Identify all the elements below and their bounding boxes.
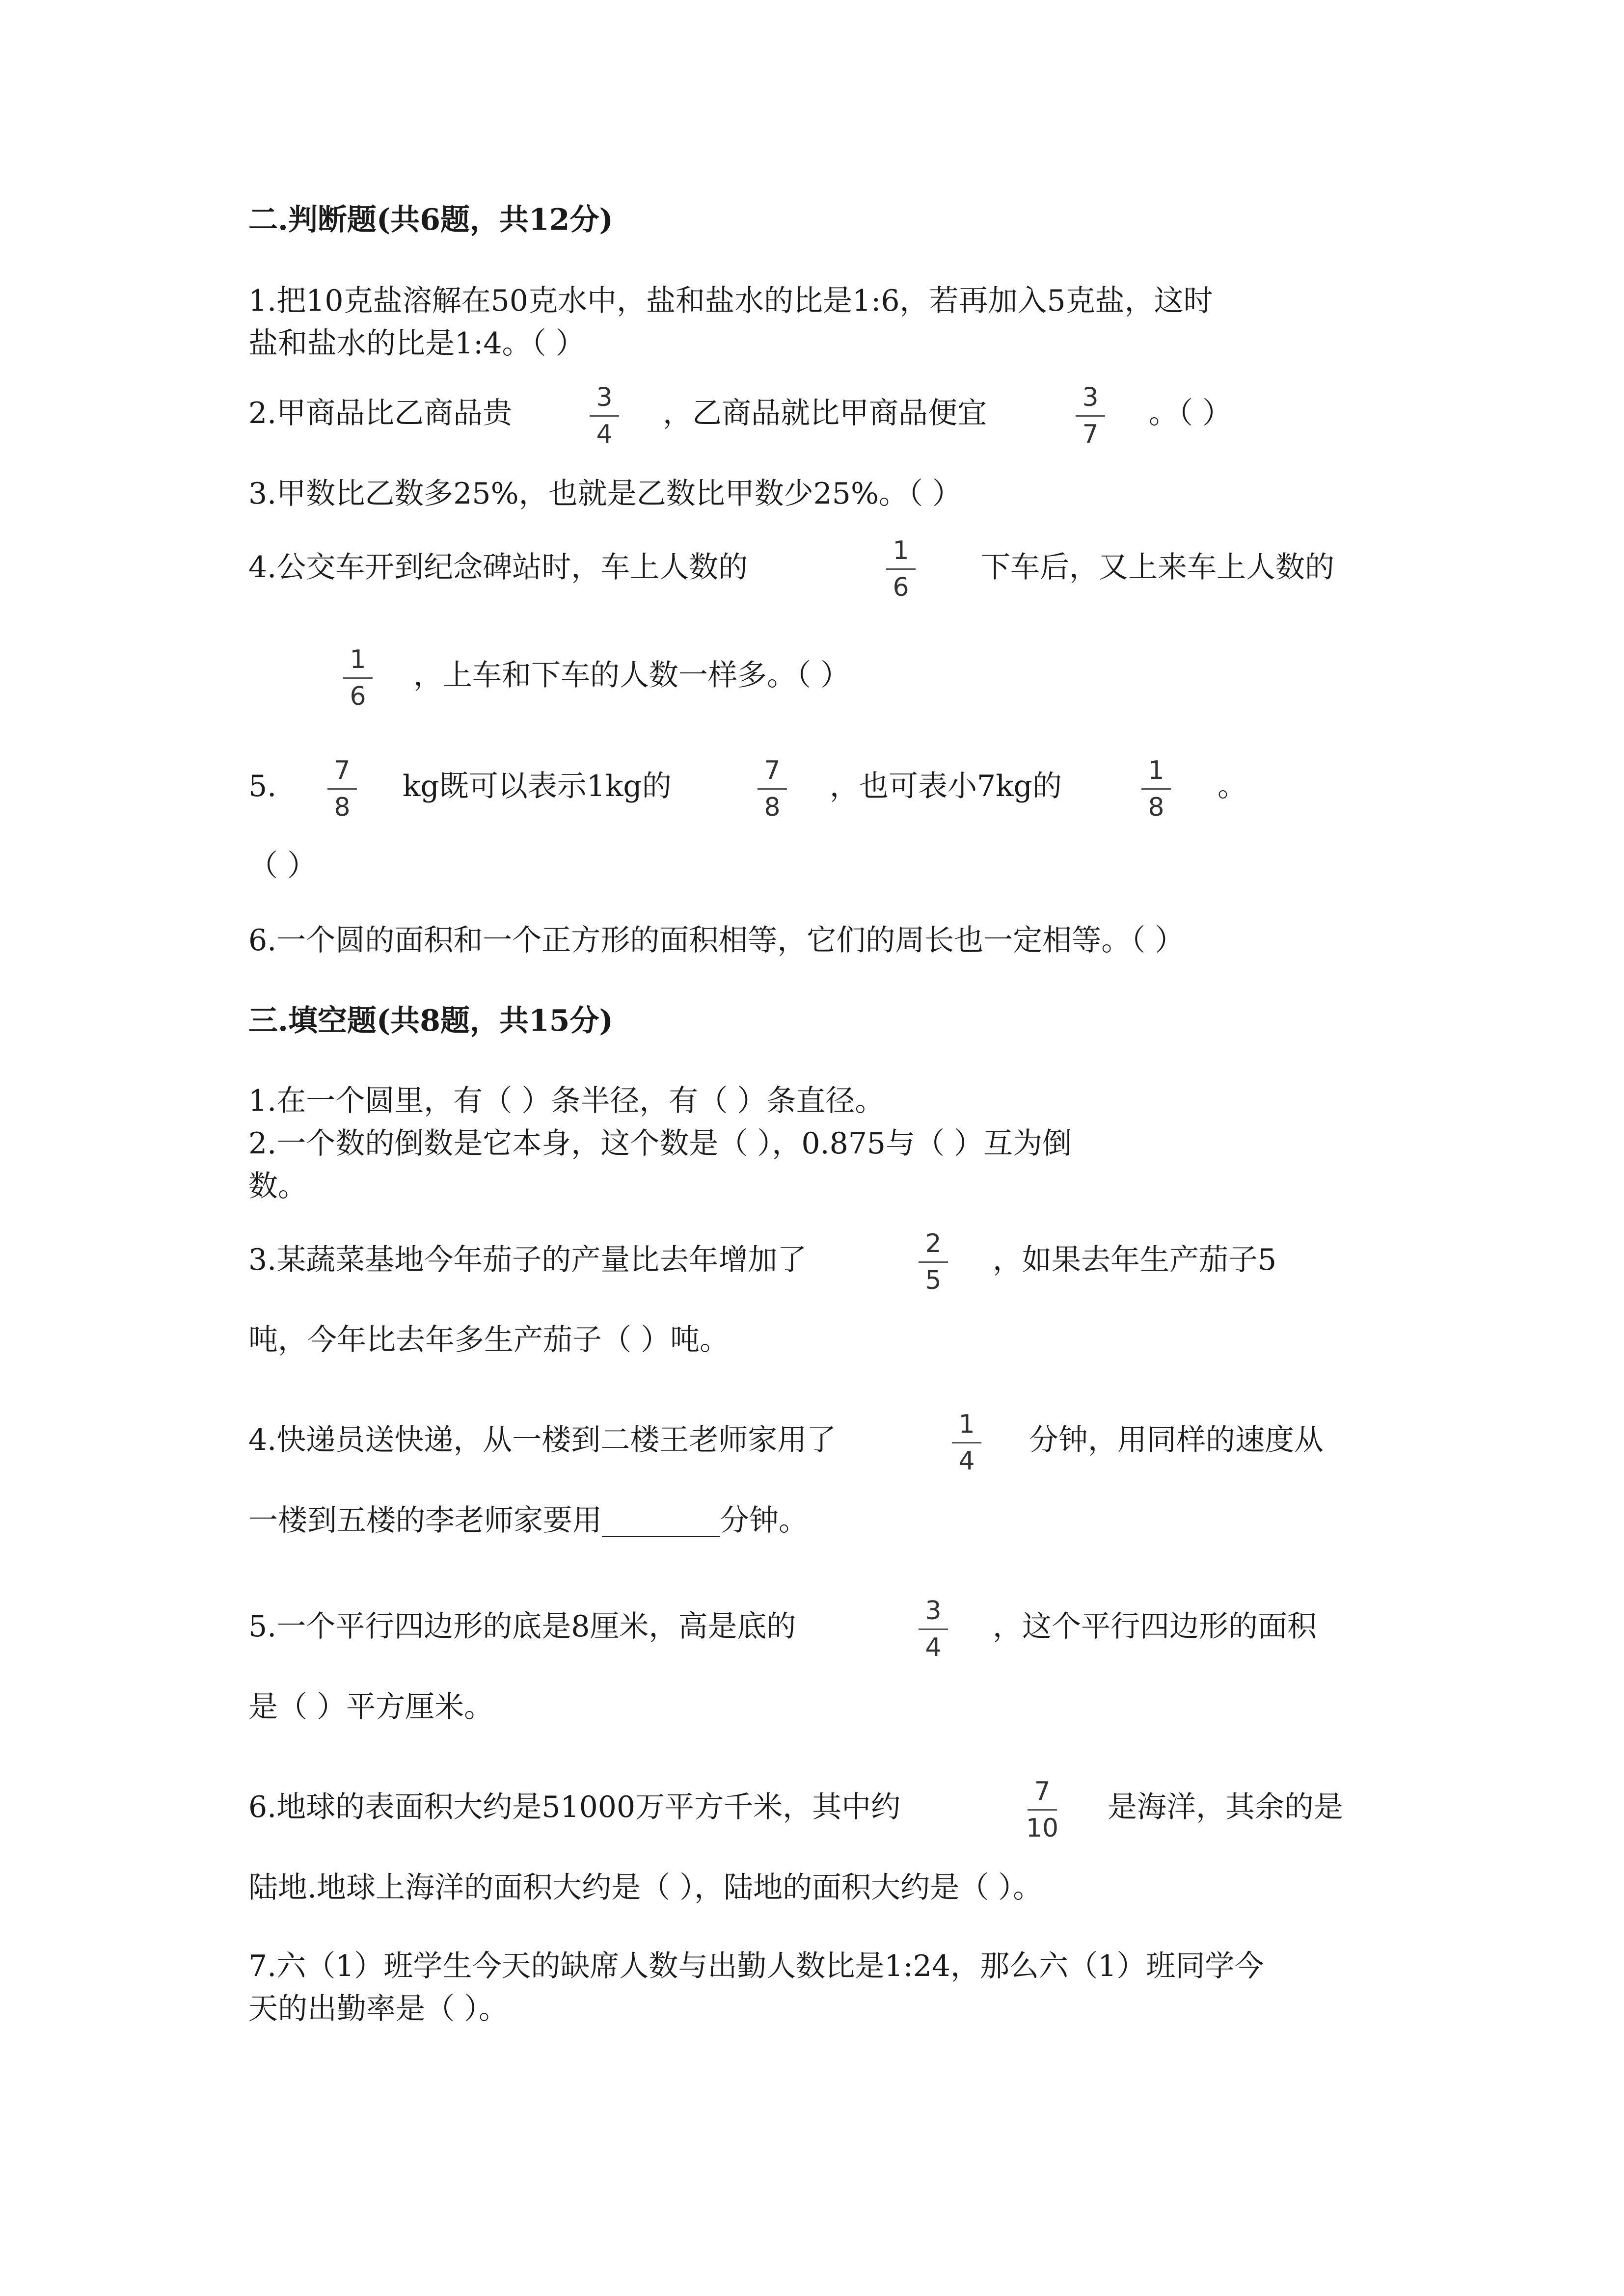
fill-q4-line2: 一楼到五楼的李老师家要用________分钟。 xyxy=(248,1503,808,1538)
fraction-bar xyxy=(590,415,619,417)
judge-q4-fraction-1 xyxy=(884,536,918,602)
fraction-denominator: 10 xyxy=(1026,1814,1059,1843)
fill-q4-fraction xyxy=(949,1410,984,1476)
fill-q5-text-b: ，这个平行四边形的面积 xyxy=(993,1609,1317,1644)
fill-q7-line1: 7.六（1）班学生今天的缺席人数与出勤人数比是1:24，那么六（1）班同学今 xyxy=(248,1949,1264,1983)
fraction-denominator: 4 xyxy=(925,1633,942,1662)
fraction-denominator: 7 xyxy=(1082,420,1099,449)
fill-q5-line2: 是（ ）平方厘米。 xyxy=(248,1690,494,1724)
judge-q5-text-a: 5. xyxy=(248,769,277,803)
fill-q6-text-b: 是海洋，其余的是 xyxy=(1108,1790,1343,1824)
fill-q6-text-a: 6.地球的表面积大约是51000万平方千米，其中约 xyxy=(248,1790,901,1824)
judge-q5-fraction-2 xyxy=(755,756,789,822)
fraction-numerator: 7 xyxy=(1034,1777,1051,1806)
fraction-numerator: 2 xyxy=(925,1229,942,1258)
fraction-bar xyxy=(1141,788,1171,790)
fraction-denominator: 6 xyxy=(350,682,366,711)
fraction-bar xyxy=(1076,415,1105,417)
judge-q5-fraction-1 xyxy=(325,756,359,822)
fraction-bar xyxy=(758,788,787,790)
fill-q1: 1.在一个圆里，有（ ）条半径，有（ ）条直径。 xyxy=(248,1084,885,1118)
judge-q2-text-c: 。（ ） xyxy=(1149,396,1232,430)
fill-q2-line2: 数。 xyxy=(248,1169,307,1203)
fraction-bar xyxy=(919,1261,948,1263)
fraction-bar xyxy=(919,1629,948,1630)
judge-q2-text-b: ，乙商品就比甲商品便宜 xyxy=(663,396,987,430)
fill-q5-text-a: 5.一个平行四边形的底是8厘米，高是底的 xyxy=(248,1609,796,1644)
fraction-denominator: 6 xyxy=(893,573,909,602)
fraction-bar xyxy=(1028,1809,1057,1811)
fraction-bar xyxy=(343,677,373,679)
section-heading-judge: 二.判断题(共6题，共12分) xyxy=(248,203,613,237)
judge-q5-text-d: 。 xyxy=(1218,769,1247,803)
fraction-denominator: 8 xyxy=(764,793,781,822)
fraction-bar xyxy=(952,1442,981,1443)
fill-q6-fraction xyxy=(1021,1777,1063,1843)
fill-q7-line2: 天的出勤率是（ ）。 xyxy=(248,1992,509,2026)
fraction-numerator: 3 xyxy=(1082,383,1099,412)
judge-q5-text-b: kg既可以表示1kg的 xyxy=(403,769,672,803)
judge-q5-blank: （ ） xyxy=(248,849,317,883)
fill-q3-text-a: 3.某蔬菜基地今年茄子的产量比去年增加了 xyxy=(248,1243,807,1277)
judge-q6: 6.一个圆的面积和一个正方形的面积相等，它们的周长也一定相等。（ ） xyxy=(248,923,1185,958)
judge-q4-text-a: 4.公交车开到纪念碑站时，车上人数的 xyxy=(248,550,748,585)
judge-q4-text-b: 下车后，又上来车上人数的 xyxy=(981,550,1334,585)
judge-q5-fraction-3 xyxy=(1139,756,1173,822)
fraction-numerator: 1 xyxy=(893,536,909,565)
fraction-denominator: 4 xyxy=(958,1446,975,1476)
fill-q3-fraction xyxy=(916,1229,950,1295)
judge-q2-fraction-2 xyxy=(1073,383,1108,449)
judge-q2-fraction-1 xyxy=(587,383,622,449)
section-heading-fill: 三.填空题(共8题，共15分) xyxy=(248,1004,613,1038)
fraction-numerator: 3 xyxy=(925,1596,942,1626)
fraction-denominator: 5 xyxy=(925,1266,942,1295)
fraction-numerator: 7 xyxy=(764,756,781,785)
fill-q2-line1: 2.一个数的倒数是它本身，这个数是（ ），0.875与（ ）互为倒 xyxy=(248,1126,1072,1161)
fill-q3-line2: 吨，今年比去年多生产茄子（ ）吨。 xyxy=(248,1323,730,1357)
judge-q1-line1: 1.把10克盐溶解在50克水中，盐和盐水的比是1:6，若再加入5克盐，这时 xyxy=(248,284,1213,318)
fraction-numerator: 3 xyxy=(596,383,613,412)
fraction-bar xyxy=(886,568,916,570)
fraction-denominator: 4 xyxy=(596,420,613,449)
fraction-bar xyxy=(327,788,357,790)
judge-q4-text-c: ，上车和下车的人数一样多。（ ） xyxy=(413,658,850,693)
fraction-denominator: 8 xyxy=(334,793,351,822)
judge-q4-fraction-2 xyxy=(341,645,375,711)
fill-q4-text-a: 4.快递员送快递，从一楼到二楼王老师家用了 xyxy=(248,1423,837,1457)
fill-q3-text-b: ，如果去年生产茄子5 xyxy=(993,1243,1277,1277)
fraction-numerator: 1 xyxy=(1148,756,1164,785)
judge-q3: 3.甲数比乙数多25%，也就是乙数比甲数少25%。（ ） xyxy=(248,477,962,511)
fraction-numerator: 1 xyxy=(958,1410,975,1439)
fill-q5-fraction xyxy=(916,1596,950,1662)
fraction-numerator: 7 xyxy=(334,756,351,785)
fraction-denominator: 8 xyxy=(1148,793,1164,822)
fill-q4-text-b: 分钟，用同样的速度从 xyxy=(1029,1423,1324,1457)
judge-q5-text-c: ，也可表小7kg的 xyxy=(830,769,1062,803)
fill-q6-line2: 陆地.地球上海洋的面积大约是（ ），陆地的面积大约是（ ）。 xyxy=(248,1870,1043,1905)
judge-q2-text-a: 2.甲商品比乙商品贵 xyxy=(248,396,513,430)
fraction-numerator: 1 xyxy=(350,645,366,674)
judge-q1-line2: 盐和盐水的比是1:4。（ ） xyxy=(248,326,585,361)
